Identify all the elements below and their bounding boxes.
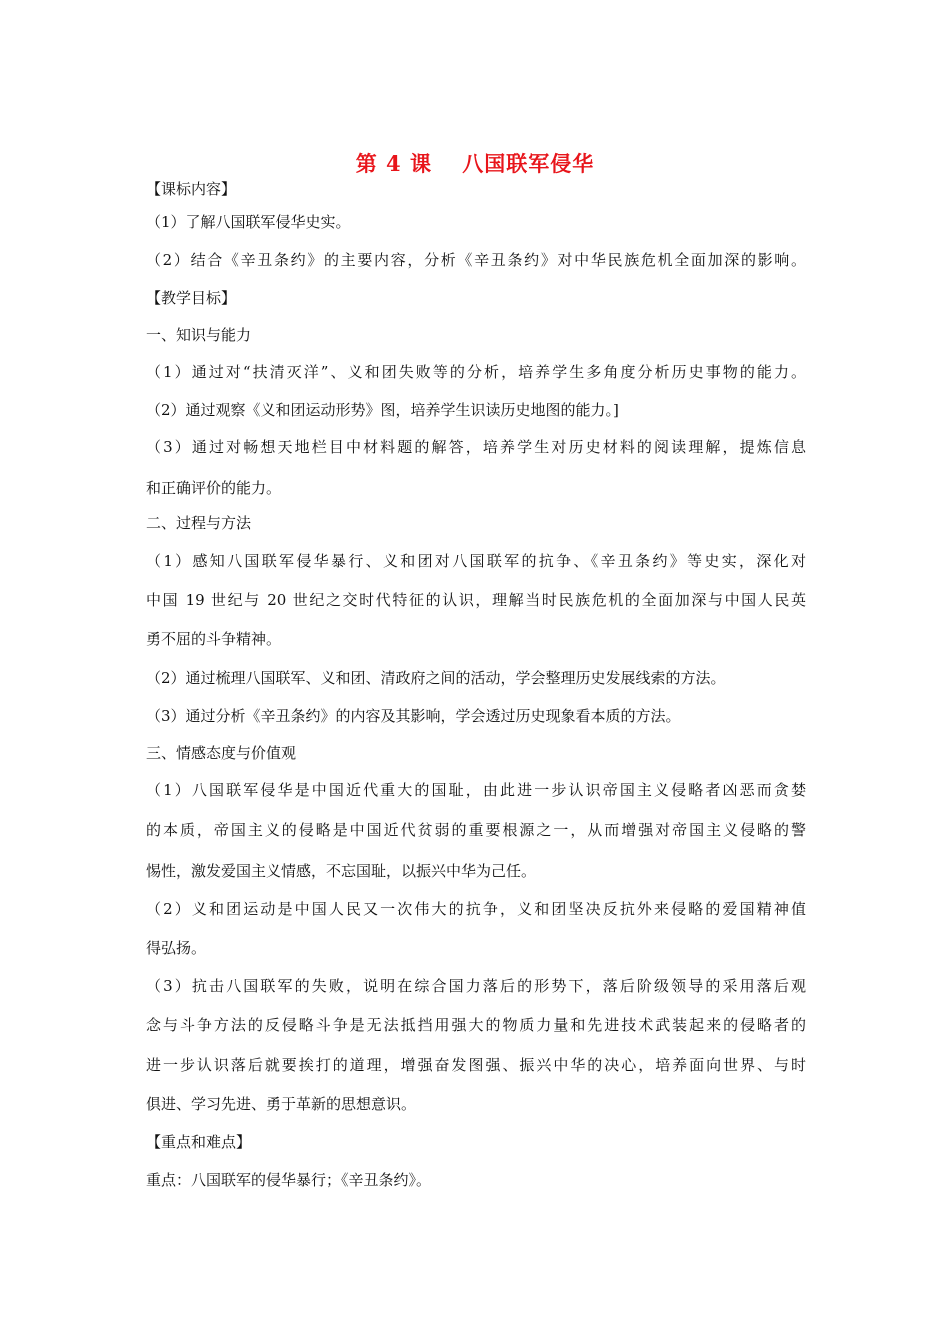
text-line: 得弘扬。 [146, 939, 207, 957]
text-line: （3）通过对畅想天地栏目中材料题的解答，培养学生对历史材料的阅读理解，提炼信息 [146, 438, 806, 456]
text-line: 重点：八国联军的侵华暴行；《辛丑条约》。 [146, 1171, 432, 1189]
text-line: 念与斗争方法的反侵略斗争是无法抵挡用强大的物质力量和先进技术武装起来的侵略者的 [146, 1016, 806, 1034]
text-line: （2）通过观察《义和团运动形势》图，培养学生识读历史地图的能力。] [146, 401, 619, 419]
text-line: 勇不屈的斗争精神。 [146, 630, 282, 648]
text-line: 中国 19 世纪与 20 世纪之交时代特征的认识，理解当时民族危机的全面加深与中国人民英 [146, 591, 806, 609]
text-line: （1）八国联军侵华是中国近代重大的国耻，由此进一步认识帝国主义侵略者凶恶而贪婪 [146, 781, 806, 799]
text-line: （1）了解八国联军侵华史实。 [146, 213, 351, 231]
text-line: 一、知识与能力 [146, 326, 252, 344]
text-line: 【教学目标】 [146, 289, 237, 307]
text-line: 俱进、学习先进、勇于革新的思想意识。 [146, 1095, 417, 1113]
text-line: （3）通过分析《辛丑条约》的内容及其影响，学会透过历史现象看本质的方法。 [146, 707, 681, 725]
text-line: （1）感知八国联军侵华暴行、义和团对八国联军的抗争、《辛丑条约》等史实，深化对 [146, 552, 806, 570]
text-line: （3）抗击八国联军的失败，说明在综合国力落后的形势下，落后阶级领导的采用落后观 [146, 977, 806, 995]
text-line: 和正确评价的能力。 [146, 479, 282, 497]
text-line: （1）通过对“扶清灭洋”、义和团失败等的分析，培养学生多角度分析历史事物的能力。 [146, 363, 806, 381]
lesson-title: 第 4 课 八国联军侵华 [355, 151, 595, 176]
text-line: （2）结合《辛丑条约》的主要内容，分析《辛丑条约》对中华民族危机全面加深的影响。 [146, 251, 806, 269]
text-line: 三、情感态度与价值观 [146, 744, 297, 762]
text-line: 惕性，激发爱国主义情感，不忘国耻，以振兴中华为己任。 [146, 862, 537, 880]
text-line: （2）义和团运动是中国人民又一次伟大的抗争，义和团坚决反抗外来侵略的爱国精神值 [146, 900, 806, 918]
text-line: 进一步认识落后就要挨打的道理，增强奋发图强、振兴中华的决心，培养面向世界、与时 [146, 1056, 806, 1074]
text-line: 【重点和难点】 [146, 1133, 252, 1151]
text-line: 二、过程与方法 [146, 514, 252, 532]
text-line: 【课标内容】 [146, 180, 237, 198]
text-line: （2）通过梳理八国联军、义和团、清政府之间的活动，学会整理历史发展线索的方法。 [146, 669, 726, 687]
text-line: 的本质，帝国主义的侵略是中国近代贫弱的重要根源之一，从而增强对帝国主义侵略的警 [146, 821, 806, 839]
